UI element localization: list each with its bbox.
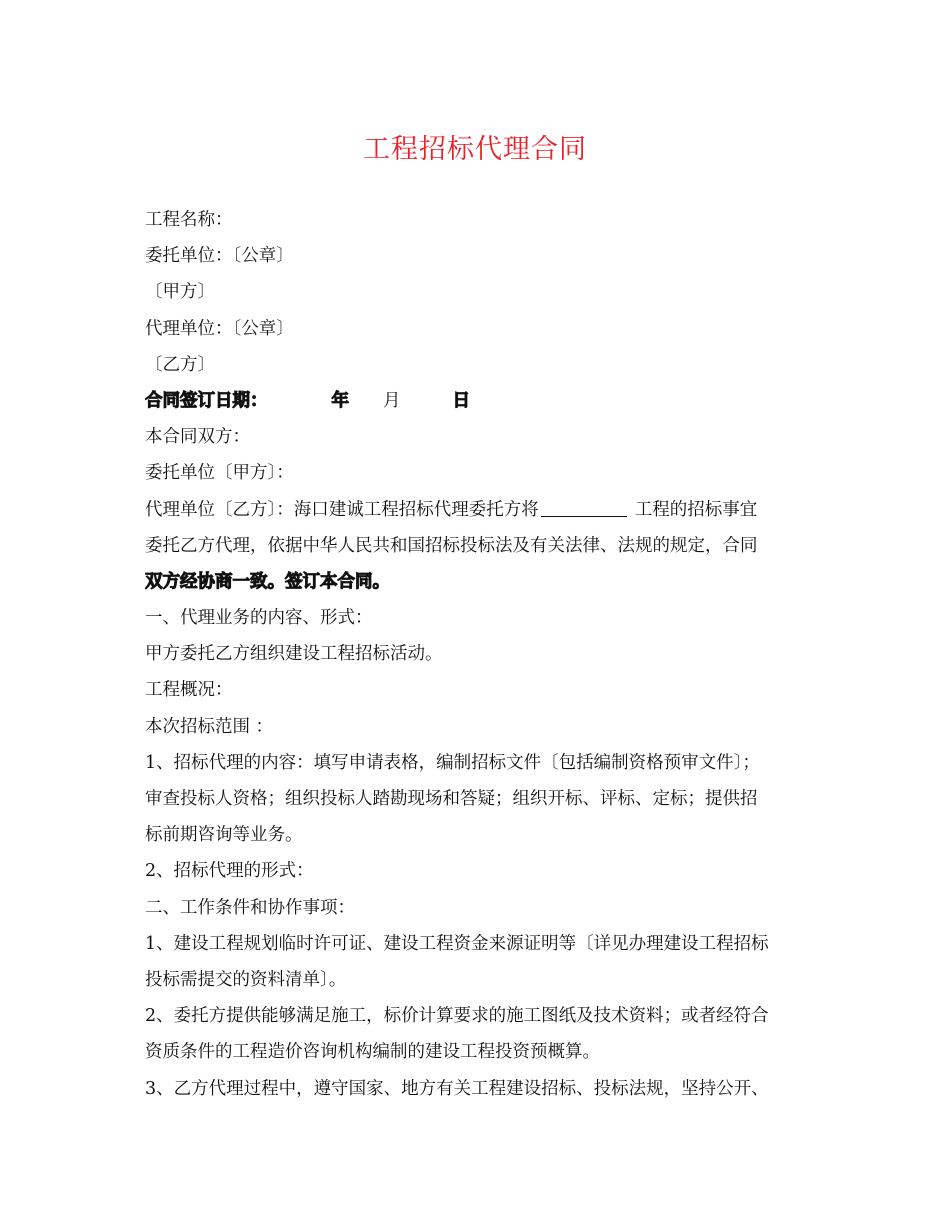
sign-date-year: 年 [331,390,349,411]
section2-item3-line-1: 3、乙方代理过程中，遵守国家、地方有关工程建设招标、投标法规，坚持公开、 [145,1078,769,1099]
client-unit-field: 委托单位：〔公章〕 [145,246,294,267]
section2-heading: 二、工作条件和协作事项： [145,897,355,918]
document-title: 工程招标代理合同 [363,134,587,165]
intro-parties: 本合同双方： [145,427,250,448]
section1-paragraph-3: 本次招标范围 ： [145,716,274,737]
sign-date-month: 月 [383,390,401,411]
project-name-field: 工程名称： [145,210,233,230]
section1-heading: 一、代理业务的内容、形式： [145,608,373,629]
section1-item1-line-3: 标前期咨询等业务。 [145,825,303,846]
agent-unit-field: 代理单位：〔公章〕 [145,318,294,339]
intro-agent-text-2: 工程的招标事宜 [634,499,758,520]
section2-item1-line-2: 投标需提交的资料清单〕。 [145,969,347,990]
section1-paragraph-1: 甲方委托乙方组织建设工程招标活动。 [145,644,443,665]
section2-item2-line-1: 2、委托方提供能够满足施工，标价计算要求的施工图纸及技术资料；或者经符合 [145,1006,769,1027]
project-name-blank [541,496,627,517]
section1-item2: 2、招标代理的形式： [145,861,314,882]
intro-agent-line-2: 委托乙方代理，依据中华人民共和国招标投标法及有关法律、法规的规定，合同 [145,535,758,556]
intro-agent-line-3: 双方经协商一致。签订本合同。 [145,571,390,592]
section2-item1-line-1: 1、建设工程规划临时许可证、建设工程资金来源证明等〔详见办理建设工程招标 [145,933,769,954]
section1-item1-line-2: 审查投标人资格；组织投标人踏勘现场和答疑；组织开标、评标、定标；提供招 [145,789,758,809]
section1-item1-line-1: 1、招标代理的内容：填写申请表格，编制招标文件〔包括编制资格预审文件〕； [145,752,760,773]
sign-date-label: 合同签订日期： [145,390,268,411]
party-a-label: 〔甲方〕 [145,282,215,303]
sign-date-day: 日 [452,390,470,411]
intro-client: 委托单位〔甲方〕： [145,463,294,484]
section2-item2-line-2: 资质条件的工程造价咨询机构编制的建设工程投资预概算。 [145,1042,600,1063]
document-body [145,202,810,1107]
intro-agent-text-1: 代理单位〔乙方〕：海口建诚工程招标代理委托方将 [145,499,539,520]
sign-date-row [145,383,810,419]
section1-paragraph-2: 工程概况： [145,680,233,701]
intro-agent-line-1 [145,492,810,528]
party-b-label: 〔乙方〕 [145,354,215,375]
